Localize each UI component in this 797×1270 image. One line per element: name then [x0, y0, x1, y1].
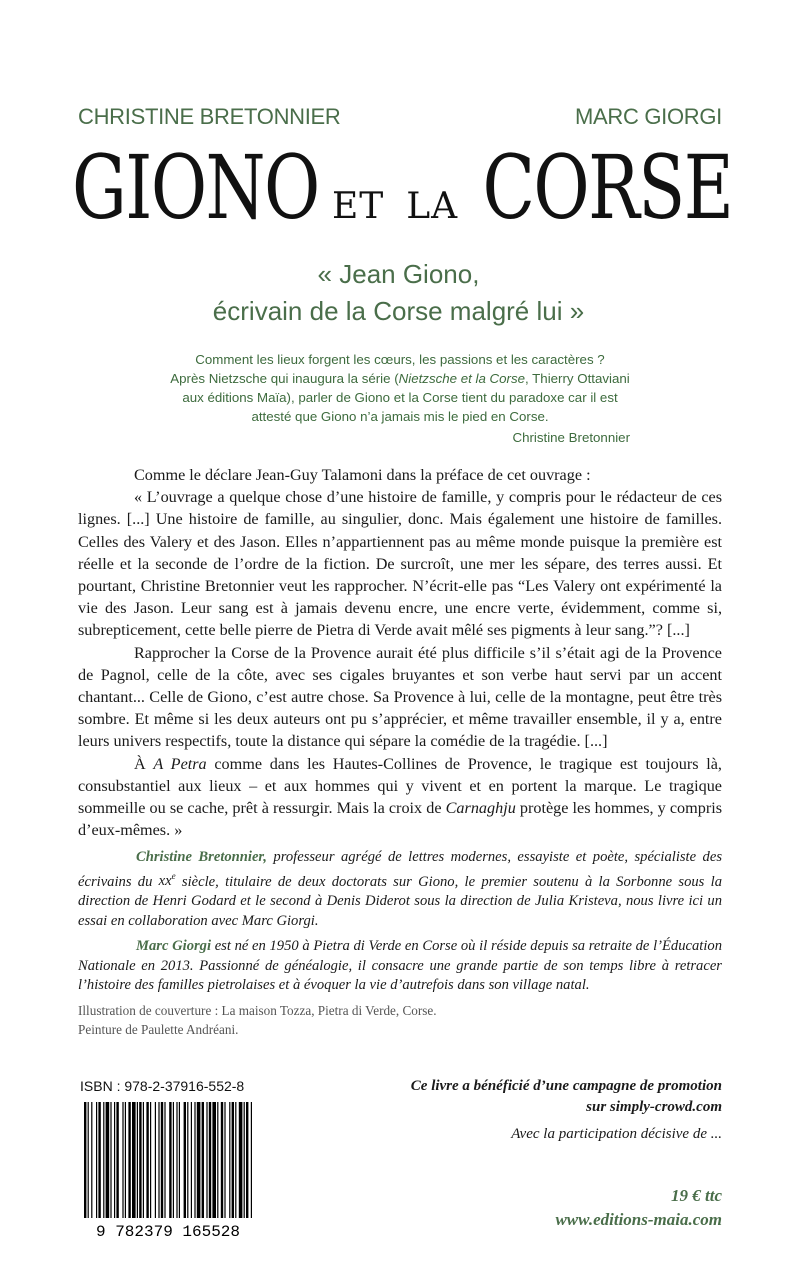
p4-carnaghju: Carnaghju — [445, 799, 516, 818]
subtitle-quote — [0, 256, 797, 330]
barcode-bar — [96, 1102, 97, 1218]
barcode-bar — [161, 1102, 163, 1218]
body-paragraph-4 — [78, 753, 722, 842]
barcode-bar — [106, 1102, 110, 1218]
barcode-bar — [202, 1102, 204, 1218]
barcode-bar — [184, 1102, 186, 1218]
barcode-digits: 9 782379 165528 — [95, 1223, 241, 1240]
bio-christine — [78, 848, 722, 931]
barcode-bar — [137, 1102, 138, 1218]
barcode-bar — [235, 1102, 236, 1218]
barcode-bar — [155, 1102, 156, 1218]
promo-block — [340, 1076, 722, 1143]
cover-credit — [78, 1001, 578, 1039]
bio-name-christine: Christine Bretonnier, — [136, 849, 267, 865]
p4-end: protège les hommes, y compris d’eux-mêmes. » — [78, 799, 723, 840]
price-block — [500, 1184, 722, 1232]
barcode-bar — [206, 1102, 207, 1218]
barcode-bar — [221, 1102, 223, 1218]
barcode-bar — [212, 1102, 216, 1218]
intro-line-1: Comment les lieux forgent les cœurs, les passions et les caractères ? — [195, 352, 605, 367]
barcode-bar — [84, 1102, 86, 1218]
barcode-bar — [98, 1102, 100, 1218]
price-amount: 19 € ttc — [671, 1186, 722, 1205]
barcode-bar — [251, 1102, 252, 1218]
bio-name-marc: Marc Giorgi — [136, 938, 212, 955]
p4-middle: comme dans les Hautes-Collines de Provence, le tragique est toujours là, consubstantiel aux lieux – et aux hommes qui y vivent et en portent la marque. Le tragique sommeille ou se cache, prêt à ressurgir. Mais la croix de — [78, 754, 722, 818]
authors-row — [78, 104, 722, 134]
main-text — [78, 464, 722, 841]
barcode-bar — [110, 1102, 111, 1218]
intro-line-4: attesté que Giono n’a jamais mis le pied en Corse. — [251, 409, 549, 424]
promo-line-1: Ce livre a bénéficié d’une campagne de promotion — [410, 1078, 722, 1094]
barcode — [80, 1102, 256, 1240]
barcode-bar — [143, 1102, 144, 1218]
century-xx: $xx^e$ — [158, 871, 176, 890]
intro-text — [150, 350, 650, 426]
promo-line-2: sur simply-crowd.com — [586, 1099, 722, 1115]
title-giono: GIONO — [72, 136, 319, 239]
bio-marc-text: est né en 1950 à Pietra di Verde en Corse où il réside depuis sa retraite de l’Éducation Nationale en 2013. Passionné de généalogie, il consacre une grande partie de son temps libre à retracer l’histoire des familles pietrolaises et à évoquer la vie d’autrefois dans son village natal. — [78, 938, 722, 994]
quote-line-2: écrivain de la Corse malgré lui » — [212, 296, 585, 326]
title-corse: CORSE — [482, 136, 732, 239]
credit-line-1: Illustration de couverture : La maison Tozza, Pietra di Verde, Corse. — [78, 1003, 437, 1018]
barcode-bar — [197, 1102, 201, 1218]
title-et: ET — [331, 186, 385, 227]
author-marc-giorgi: MARC GIORGI — [574, 104, 722, 129]
publisher-website: www.editions-maia.com — [555, 1210, 722, 1229]
bio-christine-text-a: professeur agrégé de lettres modernes, essayiste et poète, spécialiste des écrivains du — [78, 849, 722, 890]
title-middle — [332, 186, 458, 227]
barcode-bar — [239, 1102, 243, 1218]
author-bios — [78, 848, 722, 1002]
barcode-bar — [191, 1102, 192, 1218]
credit-line-2: Peinture de Paulette Andréani. — [78, 1022, 239, 1037]
barcode-bar — [150, 1102, 151, 1218]
promo-line-3: Avec la participation décisive de ... — [511, 1126, 722, 1142]
barcode-bar — [103, 1102, 104, 1218]
barcode-bar — [232, 1102, 234, 1218]
barcode-bar — [173, 1102, 174, 1218]
barcode-bar — [91, 1102, 92, 1218]
book-title — [72, 136, 732, 239]
intro-line-2 — [150, 369, 650, 388]
p4-start: À — [134, 754, 154, 773]
intro-line-2c: , Thierry Ottaviani — [525, 371, 630, 386]
isbn-label: ISBN : 978-2-37916-552-8 — [80, 1078, 245, 1094]
p4-a-petra: A Petra — [153, 754, 207, 773]
barcode-bar — [139, 1102, 141, 1218]
intro-line-2a: Après Nietzsche qui inaugura la série ( — [170, 371, 399, 386]
barcode-bar — [88, 1102, 89, 1218]
quote-line-1: « Jean Giono, — [317, 259, 480, 289]
intro-book-title: Nietzsche et la Corse — [398, 371, 526, 386]
barcode-bar — [229, 1102, 230, 1218]
bio-christine-text-b: siècle, titulaire de deux doctorats sur Giono, le premier soutenu à la Sorbonne sous la direction de Henri Godard et le second à Denis Diderot sous la direction de Julia Kristeva, nous livre ici un essai en collaboration avec Marc Giorgi. — [78, 873, 722, 929]
barcode-bar — [244, 1102, 245, 1218]
barcode-bar — [116, 1102, 118, 1218]
body-paragraph-1: Comme le déclare Jean-Guy Talamoni dans la préface de cet ouvrage : — [134, 466, 591, 484]
barcode-bar — [176, 1102, 177, 1218]
barcode-bar — [125, 1102, 126, 1218]
barcode-bar — [114, 1102, 115, 1218]
barcode-bar — [164, 1102, 165, 1218]
intro-line-3: aux éditions Maïa), parler de Giono et la Corse tient du paradoxe car il est — [182, 390, 618, 405]
author-christine-bretonnier: CHRISTINE BRETONNIER — [78, 104, 341, 129]
barcode-bar — [194, 1102, 195, 1218]
body-paragraph-2: « L’ouvrage a quelque chose d’une histoire de famille, y compris pour le rédacteur de ces lignes. [...] Une histoire de famille, au singulier, donc. Mais également une histoire de familles. Celles des Valery et des Jason. Elles n’appartiennent pas au même monde puisque la première est réelle et la seconde de l’ordre de la fiction. De surcroît, une mer les sépare, des terres aussi. Et pourtant, Christine Bretonnier veut les rapprocher. N’écrit-elle pas “Les Valery ont expérimenté la vie des Jason. Leur sang est à jamais devenu encre, une encre verte, évidemment, comme si, subrepticement, cette belle pierre de Pietra di Verde avait mêlé ses pigments à leur sang.”? [...] — [78, 488, 722, 640]
title-la: LA — [406, 186, 459, 227]
bio-marc — [78, 937, 722, 996]
barcode-bar — [179, 1102, 180, 1218]
barcode-bars — [84, 1102, 252, 1218]
barcode-bar — [122, 1102, 123, 1218]
intro-signature: Christine Bretonnier — [512, 430, 630, 445]
century-sup: e — [171, 871, 176, 882]
barcode-bar — [146, 1102, 148, 1218]
barcode-bar — [187, 1102, 188, 1218]
barcode-bar — [128, 1102, 130, 1218]
barcode-bar — [132, 1102, 136, 1218]
body-paragraph-3: Rapprocher la Corse de la Provence aurait été plus difficile s’il s’était agi de la Provence de Pagnol, celle de la côte, avec ses cigales bruyantes et son verbe haut servi par un accent chantant... Celle de Giono, c’est autre chose. Sa Provence à lui, celle de la montagne, peut être très sombre. Et même si les deux auteurs ont pu s’apprécier, et même travailler ensemble, il y a, entre leurs univers respectifs, toute la distance qui sépare la comédie de la tragédie. [...] — [78, 643, 722, 751]
barcode-bar — [246, 1102, 248, 1218]
barcode-bar — [209, 1102, 211, 1218]
barcode-bar — [224, 1102, 225, 1218]
barcode-bar — [217, 1102, 218, 1218]
barcode-bar — [158, 1102, 159, 1218]
barcode-bar — [169, 1102, 171, 1218]
